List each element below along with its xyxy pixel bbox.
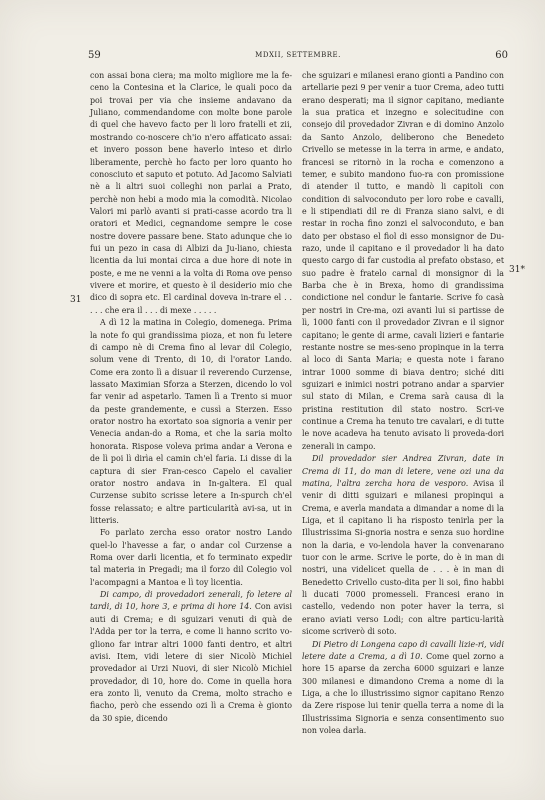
letter-heading: Dil provedador sier Andrea Zivran, date in Crema di 11, do man di letere, vene ozi una da matina, l'altra zercha hora de vesporo. [302,454,504,488]
letter-heading: Di Pietro di Longena capo di cavalli lizie-ri, vidi letere date a Crema, a dì 10. [302,639,504,661]
right-column [302,70,504,737]
page-number-left: 59 [88,50,101,61]
paragraph: A dì 12 la matina in Colegio, domenega. Prima la note fo qui grandissima pioza, et non fu letere di campo nè di Crema fino al levar dil Colegio, solum vene di Trento, di 10, di l'orator Lando. Come era zonto lì a disuar il reverendo Curzense, lassato Maximian Sforza a Sterzen, dicendo lo vol far venir ad aspetarlo. Tamen lì a Trento si muor da peste grandemente, e cussì a Sterzen. Esso orator nostro ha exortato soa signoria a venir per Venecia andan-do a Roma, et che la saria molto honorata. Rispose voleva prima andar a Verona e de lì poi lì dirìa el camin ch'el faria. Li disse di la captura di sier Fran-cesco Capelo el cavalier orator nostro andava in In-galtera. El qual Curzense subito scrisse letere a In-spurch ch'el fosse relassato; e altre particularità avi-sa, ut in litteris. [90,318,292,525]
paragraph [302,453,504,638]
paragraph-text: Con avisi auti di Crema; e di sguizari venuti di quà de l'Adda per tor la terra, e come li hanno scrito vo-gliono far intrar altri 1000 fanti dentro, et altri avisi. Item, vidi letere di sier Nicolò Michiel provedador ai Urzi Nuovi, di sier Nicolò Michiel provedador, di 10, hore do. Come in quella hora era zonto lì, venuto da Crema, molto stracho e fiacho, però che essendo ozi lì a Crema è gionto da 30 spie, dicendo [90,602,292,723]
running-title: MDXII, SETTEMBRE. [255,51,341,59]
left-column [90,70,292,725]
paragraph [90,589,292,725]
letter-heading: Di campo, di provedadori zenerali, fo letere al tardi, di 10, hore 3, e prima di hore 14. [90,590,292,612]
page-number-right: 60 [495,50,508,61]
paragraph-text: Come quel zorno a hore 15 aparse da zercha 6000 sguizari e lanze 300 milanesi e dimandono Crema a nome di la Liga, a che lo illustrissimo signor capitano Renzo da Zere rispose lui tenir quella terra a nome di la Illustrissima Signoria e senza consentimento suo non volea darla. [302,651,505,736]
margin-note-left: 31 [70,295,82,305]
paragraph: Fo parlato zercha esso orator nostro Lando quel-lo l'havesse a far, o andar col Curzense a Roma over darli licentia, et fo terminato expedir tal materia in Pregadi; ma il forzo dil Colegio vol l'acompagni a Mantoa e lì toy licentia. [90,528,292,587]
paragraph: che sguizari e milanesi erano gionti a Pandino con artellarie pezi 9 per venir a tuor Crema, adeo tutti erano desperati; ma il signor capitano, mediante la sua pratica et inzegno e solecitudine con consejo dil provedador Zivran e di domino Anzolo da Santo Anzolo, deliberono che Benedeto Crivello se metesse in la terra in arme, e andato, francesi se ritornò in la rocha e comenzono a temer, e subito mandono fuo-ra con promissione di atender il tutto, e mandò li capitoli con condition di salvoconduto per loro robe e cavalli, e li stipendiati dil re di Franza siano salvi, e di restar in rocha fino zonzi el salvoconduto, e ban dato per obstaso el fiol di esso monsignor de Du-razo, unde il capitano e il provedador li ha dato questo cargo di far custodia al prefato obstaso, et suo padre è fratelo carnal di monsignor di la Barba che è in Brexa, homo di grandissima condictione nel condur le fantarie. Scrive fo casà per nostri in Cre-ma, ozi avanti lui si partisse de lì, 1000 fanti con il provedador Zivran e il signor capitano; le gente di arme, cavali lizieri e fantarie restante nostre se mes-seno propinque in la terra al loco di Santa Maria; e questa note i farano intrar 1000 somme di biava dentro; siché diti sguizari e inimici nostri potrano andar a sparvier sul stato di Milan, e Crema sarà causa di la pristina restitution dil stato nostro. Scri-ve continue a Crema ha tenuto tre cavalari, e di tutte le nove acadeva ha tenuto avisato li proveda-dori zenerali in campo. [302,71,504,451]
paragraph: con assai bona ciera; ma molto migliore me la fe-ceno la Contesina et la Clarice, le quali poco da poi trovai per via che insieme andavano da Juliano, commendandome con molte bone parole di quel che havevo facto per li loro fratelli et zii, mostrando co-noscere ch'io n'ero affaticato assai: et invero posson bene haverlo inteso et dirlo liberamente, perchè ho facto per loro quanto ho conosciuto et saputo et potuto. Ad Jacomo Salviati nè a li altri suoi colleghi non parlai a Prato, perchè non hebi a modo mia la comodità. Nicolao Valori mi parlò avanti si prati-casse acordo tra li oratori et Medici, cegnandome sempre le cose nostre dovere passare bene. Stato adunque che io fui un pezo in casa di Albizi da Ju-liano, chiesta licentia da lui montai circa a due hore di note in poste, e me ne venni a la volta di Roma ove penso vivere et morire, et questo è il desiderio mio che dico di sopra etc. El cardinal doveva in-trare el . . . . . che era il . . . di mexe . . . . . [90,71,292,315]
paragraph-text: Avisa il venir di ditti sguizari e milanesi propinqui a Crema, e averla mandata a dimandar a nome di la Liga, et il capitano li ha risposto tenirla per la Illustrissima Si-gnoria nostra e senza suo hordine non la daria, e vo-lendola haver la convenarano tuor con le arme. Scrive le porte, do è in man di nostri, una videlicet quella de . . . è in man di Benedetto Crivello custo-dita per li soi, fino habbi li ducati 7000 promesseli. Francesi erano in castello, vedendo non poter haver la terra, si erano aviati verso Lodi; con altre particu-larità sicome scriverò di soto. [302,478,505,637]
paragraph [302,639,504,738]
margin-note-right: 31* [509,265,525,275]
running-header [88,50,508,64]
